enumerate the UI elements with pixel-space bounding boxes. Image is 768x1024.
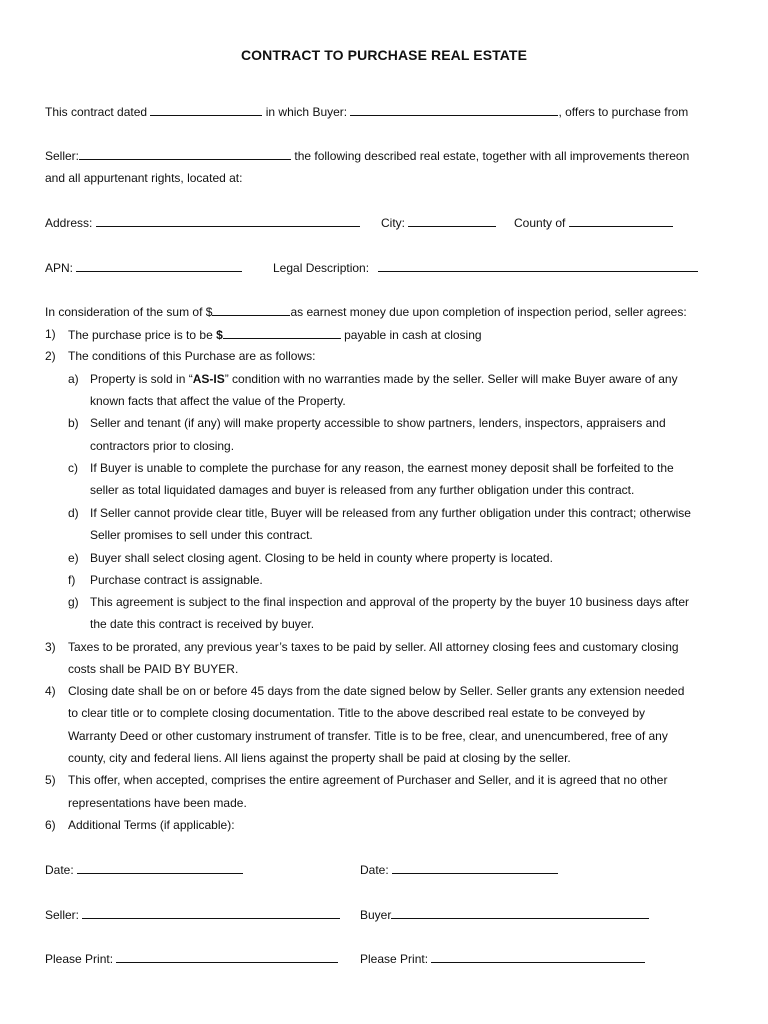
address-row bbox=[45, 215, 360, 230]
item-3-line-2: costs shall be PAID BY BUYER. bbox=[68, 662, 239, 676]
condition-d-line-1: If Seller cannot provide clear title, Buyer will be released from any further obligation under this contract; otherwise bbox=[90, 506, 691, 520]
condition-d-line-2: Seller promises to sell under this contract. bbox=[90, 528, 313, 542]
print-right-field[interactable] bbox=[431, 951, 645, 963]
county-row bbox=[514, 215, 673, 230]
seller-signature-label: Seller: bbox=[45, 908, 80, 922]
condition-b-line-1: Seller and tenant (if any) will make property accessible to show partners, lenders, inspectors, appraisers and bbox=[90, 416, 666, 430]
print-left-row bbox=[45, 951, 338, 966]
date-right-row bbox=[360, 862, 558, 877]
print-left-label: Please Print: bbox=[45, 952, 114, 966]
item-5-line-1: This offer, when accepted, comprises the entire agreement of Purchaser and Seller, and it is agreed that no other bbox=[68, 773, 668, 787]
apn-label: APN: bbox=[45, 261, 74, 275]
intro-text-dated: This contract dated bbox=[45, 105, 148, 119]
intro-text-described: the following described real estate, together with all improvements thereon bbox=[294, 149, 690, 163]
purchase-price-text: The purchase price is to be bbox=[68, 328, 213, 342]
date-right-label: Date: bbox=[360, 863, 389, 877]
buyer-signature-field[interactable] bbox=[391, 907, 649, 919]
item-4-line-1: Closing date shall be on or before 45 days from the date signed below by Seller. Seller grants any extension needed bbox=[68, 684, 685, 698]
buyer-signature-label: Buyer bbox=[360, 908, 392, 922]
apn-row bbox=[45, 260, 242, 275]
condition-f-line-1: Purchase contract is assignable. bbox=[90, 573, 263, 587]
date-left-label: Date: bbox=[45, 863, 74, 877]
earnest-money-field[interactable] bbox=[212, 304, 290, 316]
print-left-field[interactable] bbox=[116, 951, 338, 963]
seller-signature-row bbox=[45, 907, 340, 922]
payable-text: payable in cash at closing bbox=[344, 328, 482, 342]
seller-signature-field[interactable] bbox=[82, 907, 340, 919]
item-2-text: The conditions of this Purchase are as follows: bbox=[68, 349, 316, 363]
purchase-price-field[interactable] bbox=[223, 327, 341, 339]
address-label: Address: bbox=[45, 216, 93, 230]
condition-marker-e: e) bbox=[68, 551, 79, 565]
condition-e-line-1: Buyer shall select closing agent. Closing to be held in county where property is located. bbox=[90, 551, 553, 565]
condition-a-post: ” condition with no warranties made by the seller. Seller will make Buyer aware of any bbox=[224, 372, 678, 386]
condition-marker-g: g) bbox=[68, 595, 79, 609]
condition-a-pre: Property is sold in “ bbox=[90, 372, 193, 386]
consideration-line bbox=[45, 304, 687, 319]
condition-marker-b: b) bbox=[68, 416, 79, 430]
condition-a-line-1 bbox=[90, 372, 678, 386]
county-label: County of bbox=[514, 216, 566, 230]
item-5-line-2: representations have been made. bbox=[68, 796, 247, 810]
apn-field[interactable] bbox=[76, 260, 242, 272]
item-number-4: 4) bbox=[45, 684, 56, 698]
contract-date-field[interactable] bbox=[150, 104, 262, 116]
intro-text-buyer: in which Buyer: bbox=[265, 105, 348, 119]
condition-marker-c: c) bbox=[68, 461, 78, 475]
condition-b-line-2: contractors prior to closing. bbox=[90, 439, 235, 453]
consideration-text-earnest: as earnest money due upon completion of inspection period, seller agrees: bbox=[290, 305, 687, 319]
page-title: CONTRACT TO PURCHASE REAL ESTATE bbox=[240, 47, 528, 63]
city-field[interactable] bbox=[408, 215, 496, 227]
city-row bbox=[381, 215, 496, 230]
item-4-line-4: county, city and federal liens. All liens against the property shall be paid at closing by the seller. bbox=[68, 751, 571, 765]
condition-c-line-2: seller as total liquidated damages and buyer is released from any further obligation under this contract. bbox=[90, 483, 635, 497]
item-number-2: 2) bbox=[45, 349, 56, 363]
intro-text-offers: , offers to purchase from bbox=[558, 105, 689, 119]
condition-marker-a: a) bbox=[68, 372, 79, 386]
date-right-field[interactable] bbox=[392, 862, 558, 874]
date-left-row bbox=[45, 862, 243, 877]
intro-line-2 bbox=[45, 148, 689, 163]
item-number-6: 6) bbox=[45, 818, 56, 832]
city-label: City: bbox=[381, 216, 405, 230]
buyer-signature-row bbox=[360, 907, 649, 922]
consideration-text-sum: In consideration of the sum of $ bbox=[45, 305, 213, 319]
legal-description-label: Legal Description: bbox=[273, 261, 370, 275]
print-right-row bbox=[360, 951, 645, 966]
condition-marker-d: d) bbox=[68, 506, 79, 520]
date-left-field[interactable] bbox=[77, 862, 243, 874]
condition-c-line-1: If Buyer is unable to complete the purchase for any reason, the earnest money deposit shall be forfeited to the bbox=[90, 461, 674, 475]
address-field[interactable] bbox=[96, 215, 360, 227]
item-4-line-2: to clear title or to complete closing documentation. Title to the above described real estate to be conveyed by bbox=[68, 706, 646, 720]
seller-name-field[interactable] bbox=[79, 148, 291, 160]
condition-marker-f: f) bbox=[68, 573, 76, 587]
legal-description-row bbox=[273, 260, 698, 275]
county-field[interactable] bbox=[569, 215, 673, 227]
condition-a-line-2: known facts that affect the value of the Property. bbox=[90, 394, 346, 408]
intro-line-3: and all appurtenant rights, located at: bbox=[45, 171, 243, 185]
item-6-text: Additional Terms (if applicable): bbox=[68, 818, 235, 832]
intro-line-1 bbox=[45, 104, 688, 119]
dollar-sign: $ bbox=[216, 328, 223, 342]
item-4-line-3: Warranty Deed or other customary instrument of transfer. Title is to be free, clear, and unencumbered, free of any bbox=[68, 729, 668, 743]
item-number-5: 5) bbox=[45, 773, 56, 787]
seller-label: Seller: bbox=[45, 149, 80, 163]
as-is-text: AS-IS bbox=[192, 372, 225, 386]
item-number-3: 3) bbox=[45, 640, 56, 654]
legal-description-field[interactable] bbox=[378, 260, 698, 272]
item-number-1: 1) bbox=[45, 327, 56, 341]
buyer-name-field[interactable] bbox=[350, 104, 558, 116]
print-right-label: Please Print: bbox=[360, 952, 429, 966]
item-1-text bbox=[68, 327, 482, 342]
condition-g-line-1: This agreement is subject to the final inspection and approval of the property by the buyer 10 business days after bbox=[90, 595, 690, 609]
condition-g-line-2: the date this contract is received by buyer. bbox=[90, 617, 315, 631]
item-3-line-1: Taxes to be prorated, any previous year’s taxes to be paid by seller. All attorney closing fees and customary closing bbox=[68, 640, 679, 654]
